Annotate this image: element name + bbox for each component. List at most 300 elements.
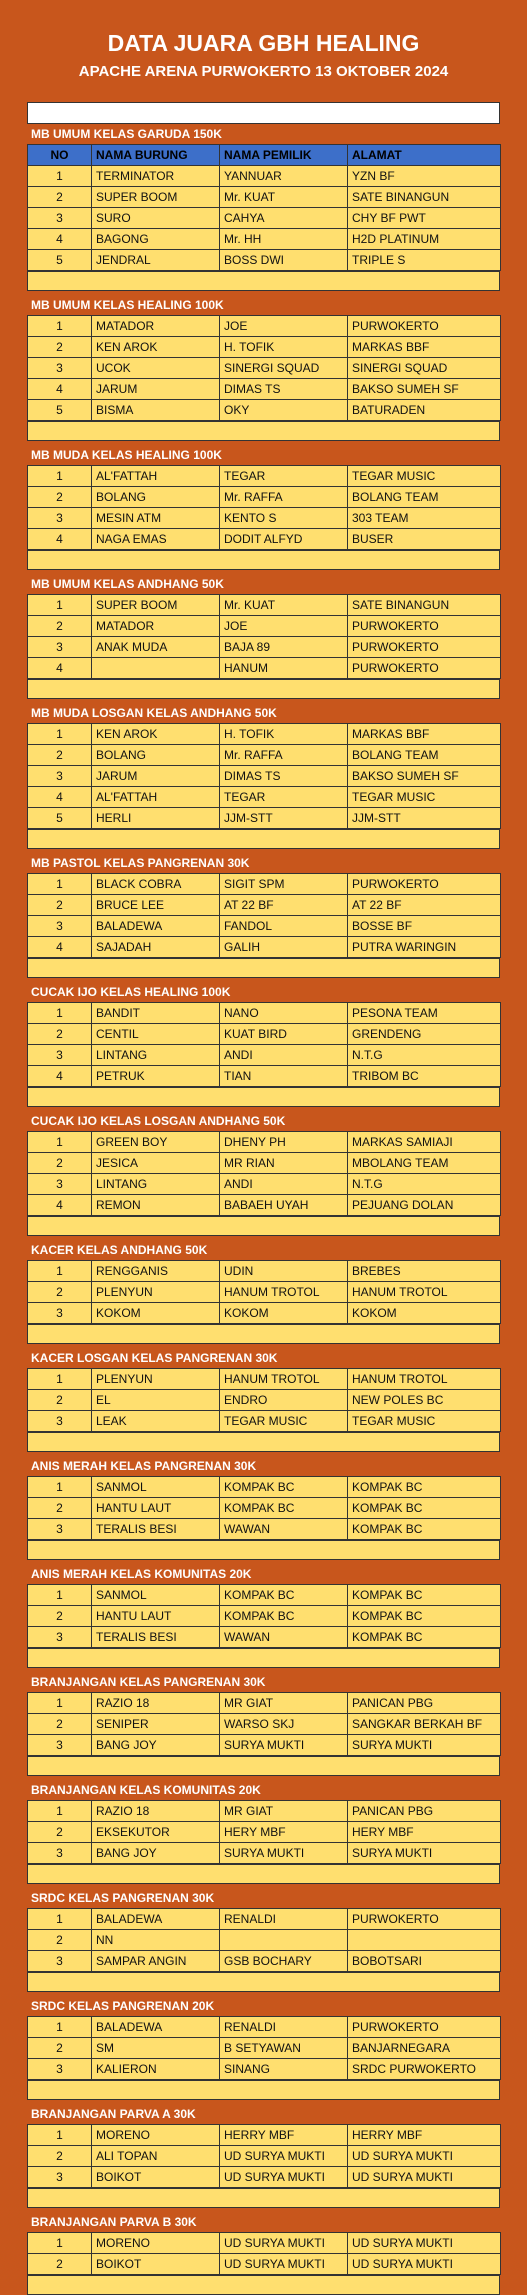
section-title: BRANJANGAN PARVA B 30K [31, 2215, 197, 2229]
table-row [28, 745, 501, 766]
table-row [28, 487, 501, 508]
bird-name-cell: SUPER BOOM [92, 187, 220, 208]
section-title: SRDC KELAS PANGRENAN 30K [31, 1891, 215, 1905]
table-row [28, 1801, 501, 1822]
table-row [28, 2167, 501, 2188]
address-cell: KOMPAK BC [348, 1498, 501, 1519]
owner-name-cell: NANO [220, 1003, 348, 1024]
rank-cell: 2 [28, 1606, 92, 1627]
table-row [28, 2233, 501, 2254]
section-title: KACER KELAS ANDHANG 50K [31, 1243, 208, 1257]
rank-cell: 2 [28, 1153, 92, 1174]
bird-name-cell: NN [92, 1930, 220, 1951]
owner-name-cell: UDIN [220, 1261, 348, 1282]
address-cell: MARKAS BBF [348, 724, 501, 745]
rank-cell: 1 [28, 1909, 92, 1930]
table-row [28, 658, 501, 679]
rank-cell: 5 [28, 808, 92, 829]
results-sheet [27, 20, 500, 2271]
rank-cell: 1 [28, 874, 92, 895]
empty-row [27, 679, 500, 699]
bird-name-cell: RAZIO 18 [92, 1693, 220, 1714]
table-row [28, 637, 501, 658]
owner-name-cell: KOMPAK BC [220, 1585, 348, 1606]
table-row [28, 2038, 501, 2059]
rank-cell: 1 [28, 1369, 92, 1390]
table-row [28, 1003, 501, 1024]
rank-cell: 1 [28, 1477, 92, 1498]
address-cell: KOMPAK BC [348, 1606, 501, 1627]
column-header: ALAMAT [348, 145, 501, 166]
address-cell: UD SURYA MUKTI [348, 2167, 501, 2188]
address-cell: 303 TEAM [348, 508, 501, 529]
address-cell: CHY BF PWT [348, 208, 501, 229]
owner-name-cell: WARSO SKJ [220, 1714, 348, 1735]
section-title: CUCAK IJO KELAS LOSGAN ANDHANG 50K [31, 1114, 286, 1128]
address-cell: PURWOKERTO [348, 616, 501, 637]
bird-name-cell: BANG JOY [92, 1843, 220, 1864]
address-cell: BAKSO SUMEH SF [348, 379, 501, 400]
bird-name-cell: HANTU LAUT [92, 1606, 220, 1627]
page-title: DATA JUARA GBH HEALING [107, 30, 420, 56]
bird-name-cell: ANAK MUDA [92, 637, 220, 658]
rank-cell: 2 [28, 2038, 92, 2059]
bird-name-cell: LEAK [92, 1411, 220, 1432]
owner-name-cell: MR GIAT [220, 1801, 348, 1822]
table-row [28, 229, 501, 250]
owner-name-cell: MR RIAN [220, 1153, 348, 1174]
table-row [28, 379, 501, 400]
empty-row [27, 1756, 500, 1776]
bird-name-cell [92, 658, 220, 679]
table-row [28, 1585, 501, 1606]
table-row [28, 1735, 501, 1756]
owner-name-cell: KOMPAK BC [220, 1606, 348, 1627]
rank-cell: 4 [28, 529, 92, 550]
owner-name-cell: KENTO S [220, 508, 348, 529]
bird-name-cell: LINTANG [92, 1174, 220, 1195]
rank-cell: 3 [28, 1627, 92, 1648]
bird-name-cell: JARUM [92, 379, 220, 400]
table-row [28, 358, 501, 379]
rank-cell: 3 [28, 2167, 92, 2188]
section-title: MB UMUM KELAS GARUDA 150K [31, 127, 222, 141]
bird-name-cell: PLENYUN [92, 1369, 220, 1390]
rank-cell: 4 [28, 1195, 92, 1216]
results-table [27, 1800, 501, 1864]
owner-name-cell: KUAT BIRD [220, 1024, 348, 1045]
table-row [28, 1390, 501, 1411]
results-table [27, 1368, 501, 1432]
address-cell: TRIBOM BC [348, 1066, 501, 1087]
empty-row [27, 2188, 500, 2208]
rank-cell: 1 [28, 1261, 92, 1282]
bird-name-cell: JENDRAL [92, 250, 220, 271]
address-cell: SATE BINANGUN [348, 595, 501, 616]
table-row [28, 250, 501, 271]
section-title: BRANJANGAN KELAS PANGRENAN 30K [31, 1675, 266, 1689]
rank-cell: 1 [28, 466, 92, 487]
results-table [27, 873, 501, 958]
owner-name-cell: Mr. RAFFA [220, 745, 348, 766]
table-row [28, 1519, 501, 1540]
rank-cell: 3 [28, 208, 92, 229]
bird-name-cell: BALADEWA [92, 1909, 220, 1930]
address-cell: H2D PLATINUM [348, 229, 501, 250]
empty-row [27, 829, 500, 849]
rank-cell: 4 [28, 937, 92, 958]
owner-name-cell: HANUM TROTOL [220, 1369, 348, 1390]
bird-name-cell: KOKOM [92, 1303, 220, 1324]
rank-cell: 2 [28, 1714, 92, 1735]
owner-name-cell: ANDI [220, 1045, 348, 1066]
owner-name-cell: Mr. RAFFA [220, 487, 348, 508]
header [27, 20, 500, 102]
rank-cell: 1 [28, 2017, 92, 2038]
empty-row [27, 421, 500, 441]
table-row [28, 1714, 501, 1735]
address-cell: TEGAR MUSIC [348, 787, 501, 808]
bird-name-cell: PETRUK [92, 1066, 220, 1087]
table-row [28, 895, 501, 916]
bird-name-cell: PLENYUN [92, 1282, 220, 1303]
bird-name-cell: GREEN BOY [92, 1132, 220, 1153]
owner-name-cell: HERY MBF [220, 1822, 348, 1843]
results-table [27, 1002, 501, 1087]
rank-cell: 1 [28, 1801, 92, 1822]
owner-name-cell: OKY [220, 400, 348, 421]
empty-row [27, 1972, 500, 1992]
address-cell: SURYA MUKTI [348, 1843, 501, 1864]
owner-name-cell: UD SURYA MUKTI [220, 2233, 348, 2254]
bird-name-cell: BOIKOT [92, 2167, 220, 2188]
address-cell: HERRY MBF [348, 2125, 501, 2146]
bird-name-cell: RENGGANIS [92, 1261, 220, 1282]
owner-name-cell: JJM-STT [220, 808, 348, 829]
rank-cell: 2 [28, 895, 92, 916]
table-row [28, 1951, 501, 1972]
page-subtitle: APACHE ARENA PURWOKERTO 13 OKTOBER 2024 [78, 63, 449, 80]
owner-name-cell: RENALDI [220, 1909, 348, 1930]
rank-cell: 1 [28, 1132, 92, 1153]
rank-cell: 4 [28, 658, 92, 679]
rank-cell: 2 [28, 487, 92, 508]
results-table [27, 1692, 501, 1756]
bird-name-cell: HANTU LAUT [92, 1498, 220, 1519]
address-cell: MBOLANG TEAM [348, 1153, 501, 1174]
owner-name-cell: ANDI [220, 1174, 348, 1195]
table-row [28, 916, 501, 937]
rank-cell: 4 [28, 229, 92, 250]
sections-container [27, 124, 500, 2295]
rank-cell: 2 [28, 1930, 92, 1951]
bird-name-cell: MESIN ATM [92, 508, 220, 529]
address-cell: MARKAS SAMIAJI [348, 1132, 501, 1153]
empty-row [27, 1324, 500, 1344]
owner-name-cell: BAJA 89 [220, 637, 348, 658]
bird-name-cell: JESICA [92, 1153, 220, 1174]
owner-name-cell: GALIH [220, 937, 348, 958]
table-row [28, 1498, 501, 1519]
results-table [27, 1584, 501, 1648]
table-row [28, 808, 501, 829]
section-title: MB UMUM KELAS HEALING 100K [31, 298, 224, 312]
bird-name-cell: BANG JOY [92, 1735, 220, 1756]
owner-name-cell: DHENY PH [220, 1132, 348, 1153]
address-cell: YZN BF [348, 166, 501, 187]
address-cell: PURWOKERTO [348, 658, 501, 679]
table-row [28, 337, 501, 358]
table-row [28, 1477, 501, 1498]
table-row [28, 529, 501, 550]
address-cell: PANICAN PBG [348, 1801, 501, 1822]
bird-name-cell: SAMPAR ANGIN [92, 1951, 220, 1972]
address-cell: BOSSE BF [348, 916, 501, 937]
rank-cell: 1 [28, 2125, 92, 2146]
rank-cell: 3 [28, 2059, 92, 2080]
address-cell: KOKOM [348, 1303, 501, 1324]
bird-name-cell: SANMOL [92, 1477, 220, 1498]
table-row [28, 595, 501, 616]
results-table [27, 465, 501, 550]
table-row [28, 1822, 501, 1843]
rank-cell: 1 [28, 2233, 92, 2254]
rank-cell: 4 [28, 1066, 92, 1087]
owner-name-cell: KOMPAK BC [220, 1498, 348, 1519]
owner-name-cell: HANUM [220, 658, 348, 679]
owner-name-cell: Mr. HH [220, 229, 348, 250]
bird-name-cell: SUPER BOOM [92, 595, 220, 616]
owner-name-cell: BABAEH UYAH [220, 1195, 348, 1216]
table-row [28, 1627, 501, 1648]
address-cell: PURWOKERTO [348, 1909, 501, 1930]
table-row [28, 616, 501, 637]
empty-row [27, 2080, 500, 2100]
table-row [28, 1909, 501, 1930]
address-cell: TRIPLE S [348, 250, 501, 271]
bird-name-cell: NAGA EMAS [92, 529, 220, 550]
rank-cell: 3 [28, 1519, 92, 1540]
bird-name-cell: AL'FATTAH [92, 466, 220, 487]
bird-name-cell: SANMOL [92, 1585, 220, 1606]
address-cell: BATURADEN [348, 400, 501, 421]
rank-cell: 3 [28, 766, 92, 787]
section-title: MB PASTOL KELAS PANGRENAN 30K [31, 856, 250, 870]
owner-name-cell: HERRY MBF [220, 2125, 348, 2146]
bird-name-cell: TERALIS BESI [92, 1627, 220, 1648]
table-row [28, 724, 501, 745]
owner-name-cell: JOE [220, 316, 348, 337]
owner-name-cell: ENDRO [220, 1390, 348, 1411]
results-table [27, 2016, 501, 2080]
owner-name-cell: SINANG [220, 2059, 348, 2080]
section-title: MB MUDA KELAS HEALING 100K [31, 448, 222, 462]
address-cell: PURWOKERTO [348, 2017, 501, 2038]
owner-name-cell: SURYA MUKTI [220, 1843, 348, 1864]
rank-cell: 1 [28, 724, 92, 745]
address-cell: GRENDENG [348, 1024, 501, 1045]
bird-name-cell: MATADOR [92, 316, 220, 337]
table-row [28, 2146, 501, 2167]
bird-name-cell: MORENO [92, 2233, 220, 2254]
section-title: SRDC KELAS PANGRENAN 20K [31, 1999, 215, 2013]
owner-name-cell: SURYA MUKTI [220, 1735, 348, 1756]
address-cell: BAKSO SUMEH SF [348, 766, 501, 787]
owner-name-cell: JOE [220, 616, 348, 637]
rank-cell: 3 [28, 1951, 92, 1972]
table-row [28, 166, 501, 187]
table-row [28, 1153, 501, 1174]
address-cell: KOMPAK BC [348, 1627, 501, 1648]
bird-name-cell: MORENO [92, 2125, 220, 2146]
table-row [28, 787, 501, 808]
bird-name-cell: HERLI [92, 808, 220, 829]
bird-name-cell: ALI TOPAN [92, 2146, 220, 2167]
empty-row [27, 271, 500, 291]
rank-cell: 1 [28, 1585, 92, 1606]
owner-name-cell: UD SURYA MUKTI [220, 2254, 348, 2275]
bird-name-cell: UCOK [92, 358, 220, 379]
rank-cell: 3 [28, 508, 92, 529]
address-cell: PURWOKERTO [348, 874, 501, 895]
address-cell: N.T.G [348, 1174, 501, 1195]
table-row [28, 1045, 501, 1066]
rank-cell: 2 [28, 745, 92, 766]
owner-name-cell: GSB BOCHARY [220, 1951, 348, 1972]
rank-cell: 2 [28, 616, 92, 637]
bird-name-cell: EL [92, 1390, 220, 1411]
bird-name-cell: TERALIS BESI [92, 1519, 220, 1540]
rank-cell: 5 [28, 250, 92, 271]
address-cell: UD SURYA MUKTI [348, 2146, 501, 2167]
bird-name-cell: SENIPER [92, 1714, 220, 1735]
table-row [28, 400, 501, 421]
column-header: NAMA PEMILIK [220, 145, 348, 166]
results-table [27, 315, 501, 421]
table-row [28, 187, 501, 208]
bird-name-cell: BALADEWA [92, 916, 220, 937]
results-table [27, 1476, 501, 1540]
address-cell: PURWOKERTO [348, 316, 501, 337]
address-cell: SRDC PURWOKERTO [348, 2059, 501, 2080]
empty-row [27, 1540, 500, 1560]
section-title: ANIS MERAH KELAS KOMUNITAS 20K [31, 1567, 252, 1581]
table-row [28, 2059, 501, 2080]
rank-cell: 2 [28, 1024, 92, 1045]
rank-cell: 1 [28, 1003, 92, 1024]
table-row [28, 1195, 501, 1216]
rank-cell: 1 [28, 166, 92, 187]
address-cell: UD SURYA MUKTI [348, 2254, 501, 2275]
owner-name-cell: KOMPAK BC [220, 1477, 348, 1498]
owner-name-cell: SINERGI SQUAD [220, 358, 348, 379]
rank-cell: 2 [28, 1498, 92, 1519]
table-row [28, 466, 501, 487]
empty-row [27, 1432, 500, 1452]
address-cell: SATE BINANGUN [348, 187, 501, 208]
address-cell: SINERGI SQUAD [348, 358, 501, 379]
bird-name-cell: RAZIO 18 [92, 1801, 220, 1822]
address-cell: JJM-STT [348, 808, 501, 829]
address-cell: BREBES [348, 1261, 501, 1282]
owner-name-cell: FANDOL [220, 916, 348, 937]
owner-name-cell [220, 1930, 348, 1951]
bird-name-cell: BALADEWA [92, 2017, 220, 2038]
table-row [28, 2254, 501, 2275]
rank-cell: 3 [28, 1303, 92, 1324]
table-row [28, 2017, 501, 2038]
address-cell [348, 1930, 501, 1951]
table-header-row [28, 145, 501, 166]
table-row [28, 874, 501, 895]
address-cell: PURWOKERTO [348, 637, 501, 658]
bird-name-cell: BISMA [92, 400, 220, 421]
owner-name-cell: WAWAN [220, 1519, 348, 1540]
owner-name-cell: Mr. KUAT [220, 595, 348, 616]
rank-cell: 3 [28, 1045, 92, 1066]
table-row [28, 1606, 501, 1627]
address-cell: BOLANG TEAM [348, 745, 501, 766]
bird-name-cell: LINTANG [92, 1045, 220, 1066]
table-row [28, 1930, 501, 1951]
table-row [28, 1132, 501, 1153]
rank-cell: 2 [28, 1390, 92, 1411]
rank-cell: 3 [28, 637, 92, 658]
empty-row [27, 2275, 500, 2295]
bird-name-cell: BOLANG [92, 745, 220, 766]
results-table [27, 2124, 501, 2188]
bird-name-cell: JARUM [92, 766, 220, 787]
results-table [27, 594, 501, 679]
empty-row [27, 1648, 500, 1668]
table-row [28, 1411, 501, 1432]
column-header: NO [28, 145, 92, 166]
address-cell: BANJARNEGARA [348, 2038, 501, 2059]
bird-name-cell: BAGONG [92, 229, 220, 250]
rank-cell: 1 [28, 1693, 92, 1714]
empty-row [27, 1087, 500, 1107]
owner-name-cell: TEGAR [220, 466, 348, 487]
results-table [27, 2232, 501, 2275]
address-cell: AT 22 BF [348, 895, 501, 916]
empty-row [27, 958, 500, 978]
rank-cell: 4 [28, 379, 92, 400]
address-cell: UD SURYA MUKTI [348, 2233, 501, 2254]
rank-cell: 3 [28, 1843, 92, 1864]
address-cell: BOBOTSARI [348, 1951, 501, 1972]
owner-name-cell: TEGAR MUSIC [220, 1411, 348, 1432]
address-cell: PUTRA WARINGIN [348, 937, 501, 958]
address-cell: HERY MBF [348, 1822, 501, 1843]
section-title: MB MUDA LOSGAN KELAS ANDHANG 50K [31, 706, 277, 720]
bird-name-cell: AL'FATTAH [92, 787, 220, 808]
table-row [28, 1024, 501, 1045]
table-row [28, 1282, 501, 1303]
results-table [27, 144, 501, 271]
table-row [28, 1174, 501, 1195]
address-cell: KOMPAK BC [348, 1477, 501, 1498]
table-row [28, 1066, 501, 1087]
empty-row [27, 1864, 500, 1884]
section-title: BRANJANGAN PARVA A 30K [31, 2107, 196, 2121]
owner-name-cell: SIGIT SPM [220, 874, 348, 895]
rank-cell: 2 [28, 1282, 92, 1303]
results-table [27, 1908, 501, 1972]
owner-name-cell: UD SURYA MUKTI [220, 2146, 348, 2167]
rank-cell: 3 [28, 1735, 92, 1756]
bird-name-cell: TERMINATOR [92, 166, 220, 187]
rank-cell: 4 [28, 787, 92, 808]
